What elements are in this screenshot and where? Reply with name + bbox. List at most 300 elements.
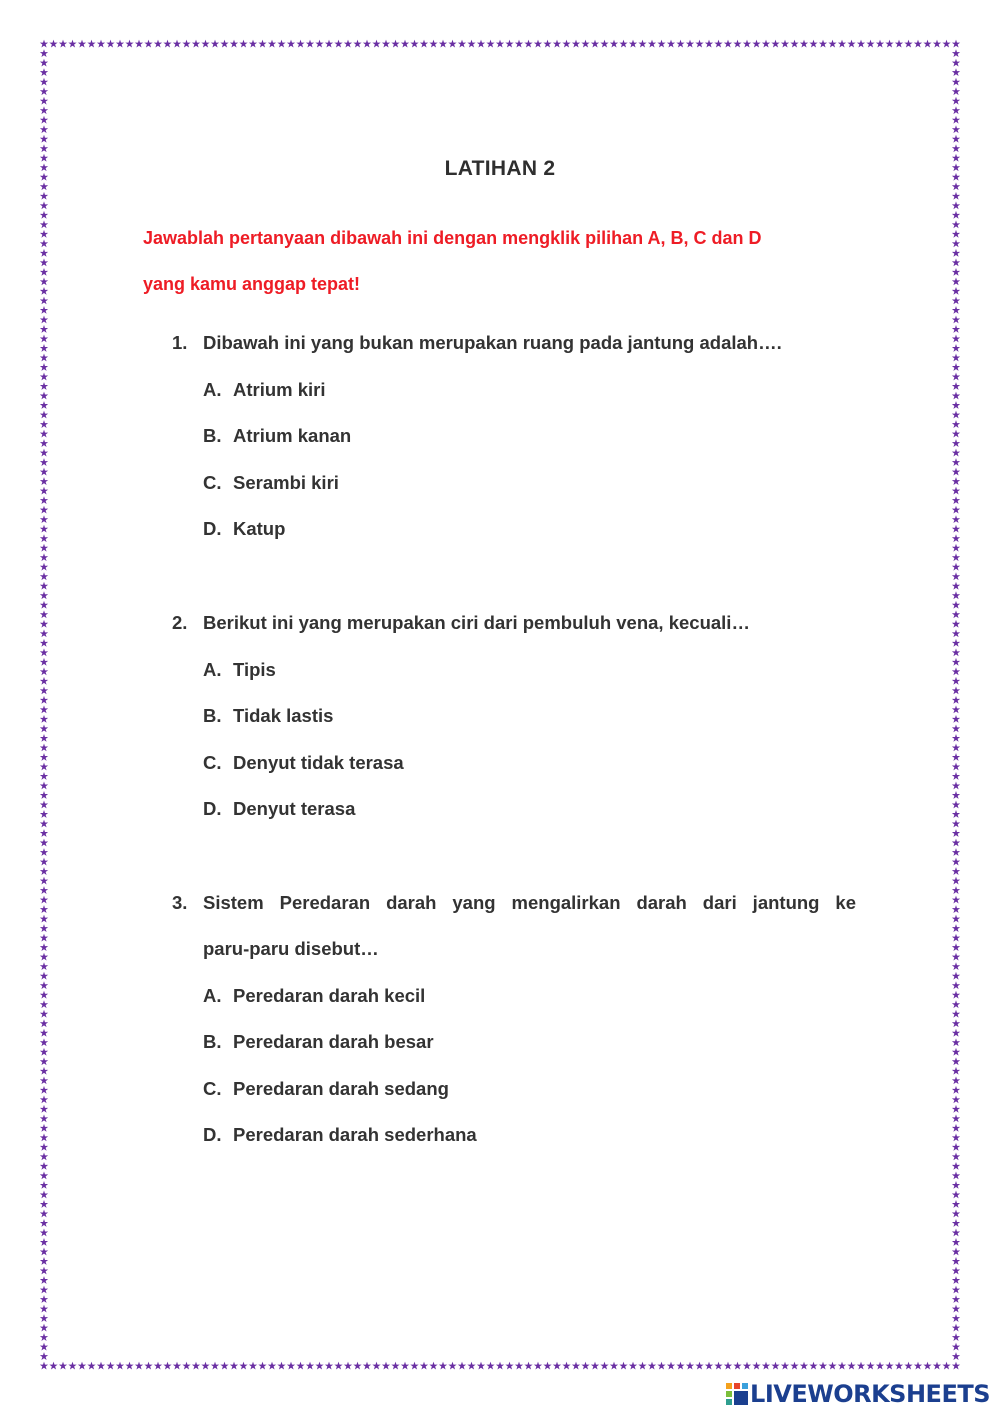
border-star — [952, 1181, 960, 1189]
border-star — [40, 1267, 48, 1275]
border-star — [705, 40, 713, 48]
border-star — [382, 40, 390, 48]
border-star — [952, 1171, 960, 1179]
border-star — [629, 1362, 637, 1370]
border-star — [40, 354, 48, 362]
border-star — [952, 1295, 960, 1303]
border-star — [163, 40, 171, 48]
border-star — [40, 449, 48, 457]
border-star — [78, 40, 86, 48]
border-star — [534, 40, 542, 48]
border-star — [952, 373, 960, 381]
border-star — [952, 772, 960, 780]
border-star — [838, 1362, 846, 1370]
border-star — [40, 430, 48, 438]
question-2-option-c-letter[interactable]: C. — [203, 752, 222, 773]
border-star — [952, 315, 960, 323]
border-star — [952, 1143, 960, 1151]
border-star — [771, 40, 779, 48]
border-star — [306, 40, 314, 48]
border-star — [40, 1248, 48, 1256]
border-star — [40, 1171, 48, 1179]
border-star — [40, 934, 48, 942]
border-star — [809, 40, 817, 48]
question-1-text: Dibawah ini yang bukan merupakan ruang pada jantung adalah…. — [203, 332, 782, 353]
border-star — [752, 1362, 760, 1370]
border-star — [40, 144, 48, 152]
instruction-line-2: yang kamu anggap tepat! — [143, 274, 361, 294]
border-star — [40, 1057, 48, 1065]
question-2-option-c[interactable]: Denyut tidak terasa — [233, 752, 404, 773]
border-star — [800, 40, 808, 48]
border-star — [40, 40, 48, 48]
border-star — [40, 572, 48, 580]
border-star — [724, 1362, 732, 1370]
border-star — [40, 991, 48, 999]
border-star — [372, 40, 380, 48]
border-star — [486, 1362, 494, 1370]
border-star — [40, 658, 48, 666]
border-star — [866, 1362, 874, 1370]
border-star — [40, 886, 48, 894]
border-star — [515, 40, 523, 48]
question-1-option-a[interactable]: Atrium kiri — [233, 379, 326, 400]
question-1-option-d-letter[interactable]: D. — [203, 518, 222, 539]
question-2-option-a-letter[interactable]: A. — [203, 659, 222, 680]
border-star — [40, 373, 48, 381]
border-star — [952, 1057, 960, 1065]
border-star — [952, 525, 960, 533]
border-star — [952, 553, 960, 561]
border-star — [49, 40, 57, 48]
border-star — [952, 648, 960, 656]
question-1-option-d[interactable]: Katup — [233, 518, 286, 539]
border-star — [116, 40, 124, 48]
border-star — [952, 886, 960, 894]
border-star — [952, 981, 960, 989]
border-star — [40, 734, 48, 742]
border-star — [258, 40, 266, 48]
border-star — [420, 1362, 428, 1370]
border-star — [952, 296, 960, 304]
question-1-number: 1. — [172, 332, 188, 353]
border-star — [97, 1362, 105, 1370]
border-star — [277, 40, 285, 48]
border-star — [847, 40, 855, 48]
border-star — [952, 582, 960, 590]
border-star — [952, 268, 960, 276]
border-star — [296, 1362, 304, 1370]
border-star — [106, 1362, 114, 1370]
border-star — [876, 40, 884, 48]
border-star — [420, 40, 428, 48]
border-star — [952, 1133, 960, 1141]
question-1-option-b[interactable]: Atrium kanan — [233, 425, 352, 446]
border-star — [952, 97, 960, 105]
border-star — [952, 116, 960, 124]
border-star — [952, 1333, 960, 1341]
border-star — [600, 1362, 608, 1370]
border-star — [657, 1362, 665, 1370]
border-star — [923, 1362, 931, 1370]
border-star — [952, 230, 960, 238]
question-1-option-c-letter[interactable]: C. — [203, 472, 222, 493]
border-star — [40, 268, 48, 276]
question-2-option-b-letter[interactable]: B. — [203, 705, 222, 726]
border-star — [40, 629, 48, 637]
border-star — [40, 315, 48, 323]
border-star — [68, 40, 76, 48]
border-star — [40, 867, 48, 875]
border-star — [334, 40, 342, 48]
border-star — [952, 192, 960, 200]
border-star — [952, 620, 960, 628]
border-star — [40, 753, 48, 761]
border-star — [135, 1362, 143, 1370]
border-star — [952, 782, 960, 790]
border-star — [952, 277, 960, 285]
border-star — [800, 1362, 808, 1370]
border-star — [173, 40, 181, 48]
border-star — [686, 1362, 694, 1370]
border-star — [534, 1362, 542, 1370]
border-star — [885, 1362, 893, 1370]
border-star — [952, 1257, 960, 1265]
border-star — [372, 1362, 380, 1370]
border-star — [40, 829, 48, 837]
border-star — [182, 40, 190, 48]
border-star — [952, 1362, 960, 1370]
border-star — [211, 40, 219, 48]
border-star — [40, 125, 48, 133]
border-star — [952, 629, 960, 637]
border-star — [78, 1362, 86, 1370]
border-star — [40, 743, 48, 751]
border-star — [40, 239, 48, 247]
border-star — [952, 1210, 960, 1218]
border-star — [629, 40, 637, 48]
border-star — [40, 192, 48, 200]
border-star — [505, 40, 513, 48]
question-2-option-d-letter[interactable]: D. — [203, 798, 222, 819]
border-star — [952, 220, 960, 228]
border-star — [952, 1286, 960, 1294]
border-star — [952, 1019, 960, 1027]
border-star — [952, 211, 960, 219]
question-1-option-a-letter[interactable]: A. — [203, 379, 222, 400]
border-star — [40, 1362, 48, 1370]
border-star — [952, 1038, 960, 1046]
border-star — [933, 40, 941, 48]
border-star — [752, 40, 760, 48]
border-star — [97, 40, 105, 48]
border-star — [306, 1362, 314, 1370]
border-star — [724, 40, 732, 48]
border-star — [467, 1362, 475, 1370]
border-star — [562, 1362, 570, 1370]
border-star — [952, 924, 960, 932]
border-star — [952, 696, 960, 704]
border-star — [40, 772, 48, 780]
border-star — [40, 1286, 48, 1294]
question-1-option-b-letter[interactable]: B. — [203, 425, 222, 446]
question-3-option-b-letter[interactable]: B. — [203, 1031, 222, 1052]
border-star — [952, 753, 960, 761]
border-star — [40, 534, 48, 542]
border-star — [249, 40, 257, 48]
border-star — [192, 1362, 200, 1370]
border-star — [40, 1257, 48, 1265]
border-star — [40, 981, 48, 989]
border-star — [40, 306, 48, 314]
border-star — [40, 601, 48, 609]
question-3-option-a[interactable]: Peredaran darah kecil — [233, 985, 426, 1006]
border-star — [524, 40, 532, 48]
border-star — [952, 1076, 960, 1084]
border-star — [952, 1048, 960, 1056]
border-star — [952, 1343, 960, 1351]
question-2-text: Berikut ini yang merupakan ciri dari pembuluh vena, kecuali… — [203, 612, 750, 633]
border-star — [40, 1295, 48, 1303]
border-star — [40, 287, 48, 295]
border-star — [857, 40, 865, 48]
border-star — [268, 40, 276, 48]
border-star — [40, 620, 48, 628]
border-star — [458, 1362, 466, 1370]
border-star — [40, 344, 48, 352]
border-star — [40, 277, 48, 285]
border-star — [40, 1114, 48, 1122]
border-star — [173, 1362, 181, 1370]
border-star — [828, 40, 836, 48]
border-star — [952, 934, 960, 942]
question-1-option-c[interactable]: Serambi kiri — [233, 472, 339, 493]
border-star — [40, 1048, 48, 1056]
border-star — [952, 972, 960, 980]
border-star — [952, 344, 960, 352]
border-star — [40, 1219, 48, 1227]
border-star — [40, 563, 48, 571]
border-star — [40, 78, 48, 86]
instruction-line-1: Jawablah pertanyaan dibawah ini dengan mengklik pilihan A, B, C dan D — [143, 228, 762, 248]
question-2-option-b[interactable]: Tidak lastis — [233, 705, 334, 726]
border-star — [40, 515, 48, 523]
border-star — [40, 401, 48, 409]
border-star — [762, 40, 770, 48]
border-star — [87, 40, 95, 48]
border-star — [952, 1162, 960, 1170]
border-star — [192, 40, 200, 48]
border-star — [448, 40, 456, 48]
border-star — [40, 1086, 48, 1094]
border-star — [952, 953, 960, 961]
border-star — [40, 582, 48, 590]
border-star — [391, 1362, 399, 1370]
border-star — [40, 686, 48, 694]
border-star — [40, 705, 48, 713]
border-star — [40, 896, 48, 904]
border-star — [952, 639, 960, 647]
border-star — [952, 848, 960, 856]
border-star — [705, 1362, 713, 1370]
border-star — [952, 1114, 960, 1122]
border-star — [40, 1238, 48, 1246]
border-star — [477, 40, 485, 48]
border-star — [40, 1019, 48, 1027]
border-star — [952, 477, 960, 485]
border-star — [230, 1362, 238, 1370]
border-star — [40, 97, 48, 105]
border-star — [363, 1362, 371, 1370]
border-star — [401, 40, 409, 48]
border-star — [40, 763, 48, 771]
border-star — [40, 59, 48, 67]
border-star — [249, 1362, 257, 1370]
border-star — [857, 1362, 865, 1370]
border-star — [410, 1362, 418, 1370]
border-star — [667, 1362, 675, 1370]
border-star — [952, 354, 960, 362]
border-star — [239, 40, 247, 48]
border-star — [287, 40, 295, 48]
border-star — [144, 1362, 152, 1370]
question-3-option-c[interactable]: Peredaran darah sedang — [233, 1078, 449, 1099]
question-3-option-d[interactable]: Peredaran darah sederhana — [233, 1124, 477, 1145]
border-star — [40, 411, 48, 419]
border-star — [743, 1362, 751, 1370]
border-star — [211, 1362, 219, 1370]
border-star — [116, 1362, 124, 1370]
border-star — [952, 1276, 960, 1284]
border-star — [68, 1362, 76, 1370]
border-star — [952, 201, 960, 209]
border-star — [40, 1133, 48, 1141]
border-star — [40, 1324, 48, 1332]
border-star — [40, 487, 48, 495]
border-star — [952, 135, 960, 143]
border-star — [572, 1362, 580, 1370]
border-star — [40, 106, 48, 114]
liveworksheets-brand[interactable] — [726, 1379, 990, 1409]
border-star — [353, 40, 361, 48]
border-star — [439, 40, 447, 48]
question-3-number: 3. — [172, 892, 188, 913]
question-2-option-d[interactable]: Denyut terasa — [233, 798, 356, 819]
border-star — [144, 40, 152, 48]
border-star — [952, 287, 960, 295]
border-star — [952, 125, 960, 133]
border-star — [952, 715, 960, 723]
border-star — [952, 1000, 960, 1008]
border-star — [952, 563, 960, 571]
border-star — [686, 40, 694, 48]
border-star — [952, 1152, 960, 1160]
border-star — [619, 40, 627, 48]
border-star — [325, 1362, 333, 1370]
border-star — [952, 839, 960, 847]
border-star — [40, 68, 48, 76]
border-star — [40, 1038, 48, 1046]
border-star — [781, 40, 789, 48]
border-star — [866, 40, 874, 48]
border-star — [543, 40, 551, 48]
border-star — [952, 392, 960, 400]
border-star — [315, 1362, 323, 1370]
border-star — [904, 1362, 912, 1370]
border-star — [952, 87, 960, 95]
border-star — [591, 1362, 599, 1370]
border-star — [952, 1305, 960, 1313]
question-3-option-a-letter[interactable]: A. — [203, 985, 222, 1006]
border-star — [762, 1362, 770, 1370]
question-2-option-a[interactable]: Tipis — [233, 659, 276, 680]
border-star — [952, 810, 960, 818]
border-star — [40, 458, 48, 466]
border-star — [40, 1029, 48, 1037]
border-star — [40, 182, 48, 190]
border-star — [952, 962, 960, 970]
border-star — [952, 59, 960, 67]
border-star — [952, 658, 960, 666]
border-star — [952, 867, 960, 875]
border-star — [952, 991, 960, 999]
border-star — [40, 1333, 48, 1341]
border-star — [838, 40, 846, 48]
border-star — [638, 40, 646, 48]
border-star — [439, 1362, 447, 1370]
border-star — [952, 1105, 960, 1113]
border-star — [40, 335, 48, 343]
border-star — [952, 468, 960, 476]
question-3-option-b[interactable]: Peredaran darah besar — [233, 1031, 434, 1052]
question-3-option-c-letter[interactable]: C. — [203, 1078, 222, 1099]
border-star — [695, 1362, 703, 1370]
border-star — [657, 40, 665, 48]
border-star — [771, 1362, 779, 1370]
question-3-option-d-letter[interactable]: D. — [203, 1124, 222, 1145]
border-star — [952, 858, 960, 866]
border-star — [40, 667, 48, 675]
border-star — [952, 791, 960, 799]
border-star — [952, 449, 960, 457]
border-star — [201, 40, 209, 48]
border-star — [952, 487, 960, 495]
border-star — [952, 943, 960, 951]
border-star — [40, 420, 48, 428]
border-star — [40, 1305, 48, 1313]
border-star — [40, 877, 48, 885]
border-star — [952, 496, 960, 504]
border-star — [410, 40, 418, 48]
border-star — [952, 430, 960, 438]
border-star — [809, 1362, 817, 1370]
border-star — [40, 87, 48, 95]
question-3-text-line-2: paru-paru disebut… — [203, 938, 379, 959]
border-star — [610, 40, 618, 48]
border-star — [40, 1152, 48, 1160]
border-star — [40, 724, 48, 732]
border-star — [952, 534, 960, 542]
border-star — [952, 667, 960, 675]
border-star — [952, 1238, 960, 1246]
border-star — [87, 1362, 95, 1370]
border-star — [942, 1362, 950, 1370]
border-star — [40, 1229, 48, 1237]
border-star — [952, 1029, 960, 1037]
border-star — [40, 801, 48, 809]
border-star — [952, 1352, 960, 1360]
border-star — [952, 1190, 960, 1198]
